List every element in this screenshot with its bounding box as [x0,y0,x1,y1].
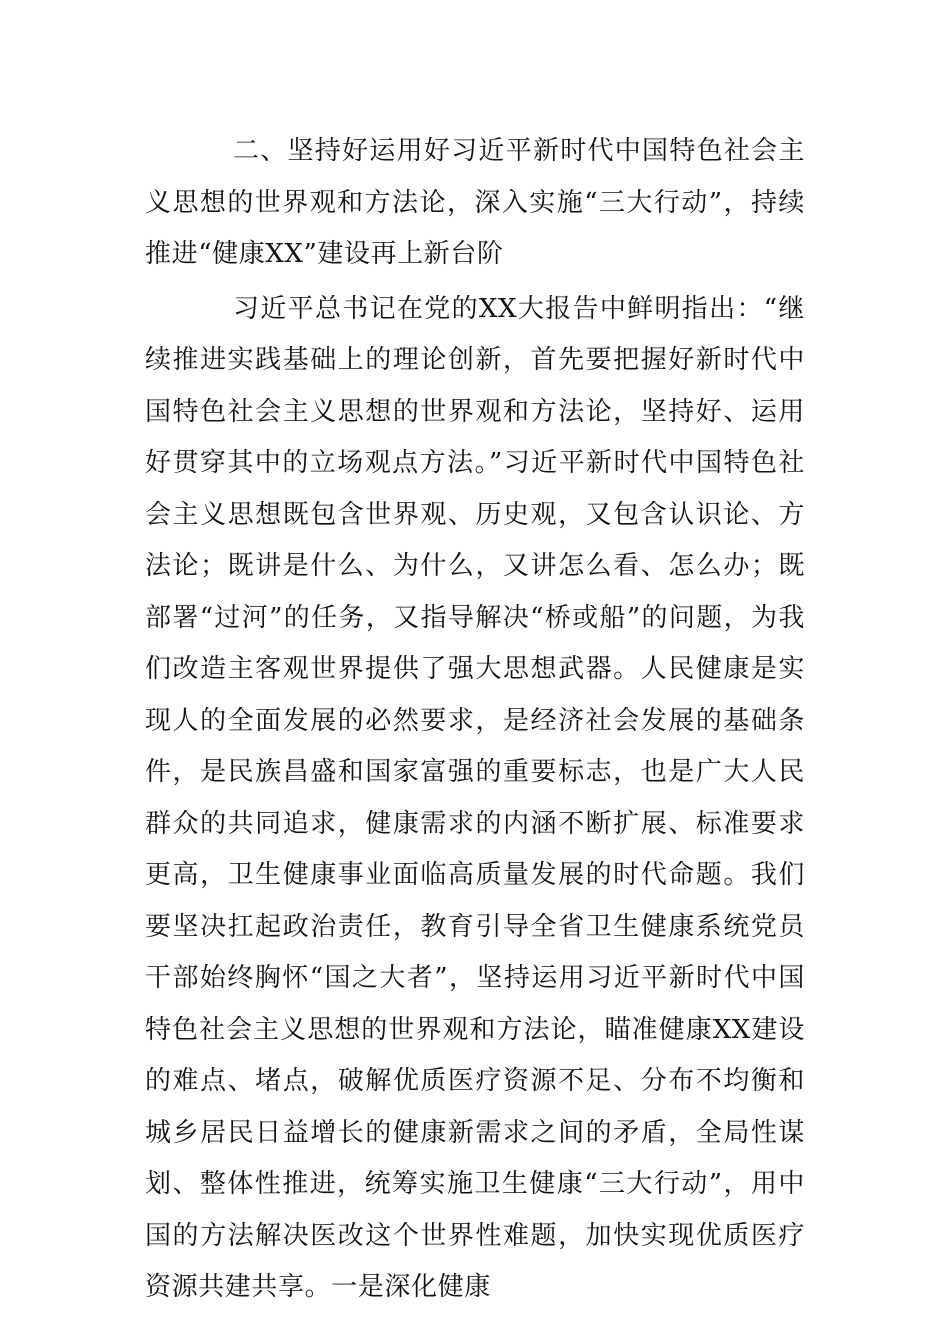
section-heading: 二、坚持好运用好习近平新时代中国特色社会主义思想的世界观和方法论，深入实施“三大行动”，持续推进“健康XX”建设再上新台阶 [145,136,805,269]
body-paragraph: 习近平总书记在党的XX大报告中鲜明指出：“继续推进实践基础上的理论创新，首先要把握好新时代中国特色社会主义思想的世界观和方法论，坚持好、运用好贯穿其中的立场观点方法。”习近平新时代中国特色社会主义思想既包含世界观、历史观，又包含认识论、方法论；既讲是什么、为什么，又讲怎么看、怎么办；既部署“过河”的任务，又指导解决“桥或船”的问题，为我们改造主客观世界提供了强大思想武器。人民健康是实现人的全面发展的必然要求，是经济社会发展的基础条件，是民族昌盛和国家富强的重要标志，也是广大人民群众的共同追求，健康需求的内涵不断扩展、标准要求更高，卫生健康事业面临高质量发展的时代命题。我们要坚决扛起政治责任，教育引导全省卫生健康系统党员干部始终胸怀“国之大者”，坚持运用习近平新时代中国特色社会主义思想的世界观和方法论，瞄准健康XX建设的难点、堵点，破解优质医疗资源不足、分布不均衡和城乡居民日益增长的健康新需求之间的矛盾，全局性谋划、整体性推进，统筹实施卫生健康“三大行动”，用中国的方法解决医改这个世界性难题，加快实现优质医疗资源共建共享。一是深化健康 [145,293,805,1302]
document-body [145,126,805,1314]
